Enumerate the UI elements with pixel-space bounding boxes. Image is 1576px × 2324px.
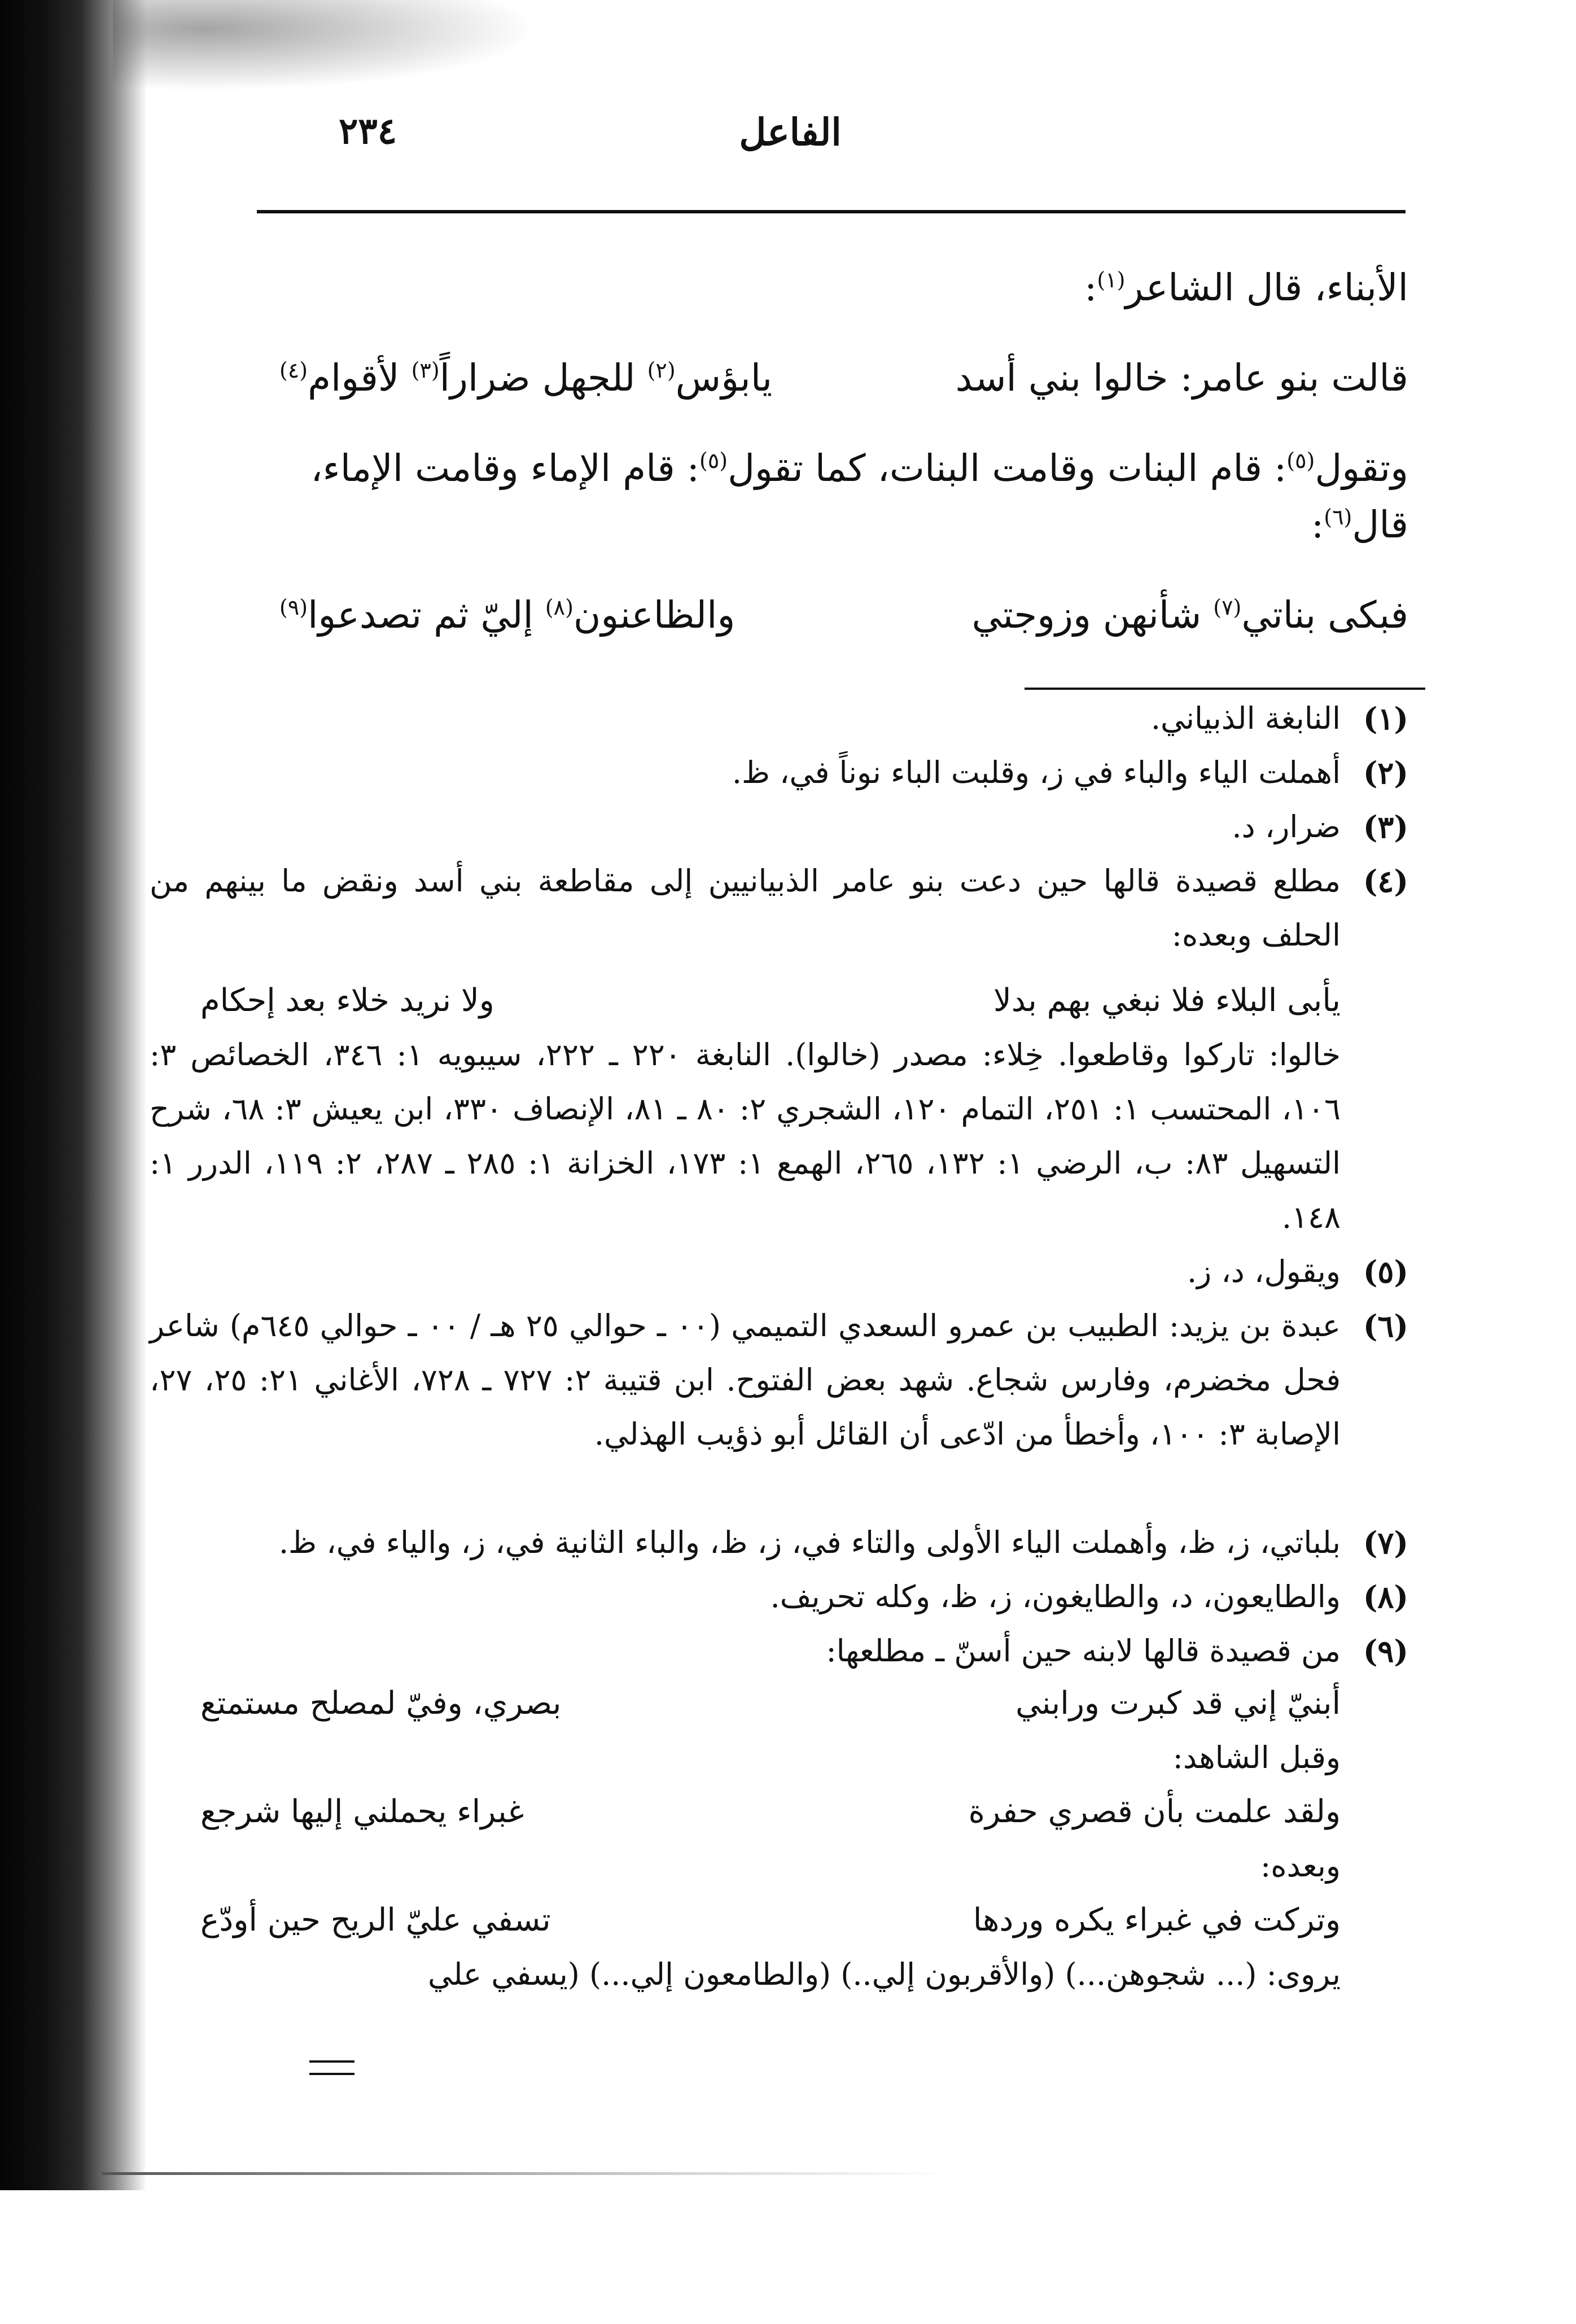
verse-hemistich-first: يأبى البلاء فلا نبغي بهم بدلا xyxy=(993,982,1341,1019)
footnote-text: ضرار، د. xyxy=(1232,809,1341,844)
footnote-9 xyxy=(150,1624,1408,1678)
footnote-9-verse-2 xyxy=(200,1785,1341,1839)
note-marker: (٥) xyxy=(699,448,728,473)
note-marker: (١) xyxy=(1097,268,1126,292)
running-title: الفاعل xyxy=(739,110,842,154)
header-rule xyxy=(257,210,1406,213)
note-marker: (٥) xyxy=(1286,448,1315,473)
note-marker: (٣) xyxy=(411,358,440,383)
footnote-2 xyxy=(150,746,1408,800)
verse-text: إليّ ثم تصدعوا xyxy=(308,593,533,637)
footnote-4-references: خالوا: تاركوا وقاطعوا. خِلاء: مصدر (خالوا). النابغة ٢٢٠ ـ ٢٢٢، سيبويه ١: ٣٤٦، الخصائص ٣: ١٠٦، المحتسب ١: ٢٥١، التمام ١٢٠، الشجري ٢: ٨٠ ـ ٨١، الإنصاف ٣٣٠، ابن يعيش ٣: ٦٨، شرح التسهيل ٨٣: ب، الرضي ١: ١٣٢، ٢٦٥، الهمع ١: ١٧٣، الخزانة ١: ٢٨٥ ـ ٢٨٧، ٢: ١١٩، الدرر ١: ١٤٨. xyxy=(150,1037,1341,1235)
body-text: قال xyxy=(1352,503,1408,546)
footnote-number: (٥) xyxy=(1363,1254,1408,1290)
footnote-text: عبدة بن يزيد: الطبيب بن عمرو السعدي التميمي (٠٠ ـ حوالي ٢٥ هـ / ٠٠ ـ حوالي ٦٤٥م) شاعر فحل مخضرم، وفارس شجاع. شهد بعض الفتوح. ابن قتيبة ٢: ٧٢٧ ـ ٧٢٨، الأغاني ٢١: ٢٥، ٢٧، الإصابة ٣: ١٠٠، وأخطأ من ادّعى أن القائل أبو ذؤيب الهذلي. xyxy=(150,1308,1341,1452)
verse-hemistich-second xyxy=(279,350,772,406)
body-line-3 xyxy=(1311,497,1408,553)
verse-hemistich-first: وتركت في غبراء يكره وردها xyxy=(973,1902,1341,1938)
verse-text: لأقوام xyxy=(308,356,400,400)
body-text: : قام الإماء وقامت الإماء، xyxy=(310,447,699,490)
verse-hemistich-second: ولا نريد خلاء بعد إحكام xyxy=(200,982,494,1019)
note-marker: (٩) xyxy=(279,595,308,620)
footnote-4 xyxy=(150,854,1408,962)
verse-text: يابؤس xyxy=(675,356,773,400)
footnote-6 xyxy=(150,1299,1408,1461)
footnote-number: (٦) xyxy=(1363,1308,1408,1344)
body-text: : xyxy=(1084,266,1097,309)
footnote-text: أهملت الياء والباء في ز، وقلبت الباء نوناً في، ظ. xyxy=(732,755,1341,790)
note-marker: (٢) xyxy=(647,358,676,383)
footnote-number: (٧) xyxy=(1363,1525,1408,1561)
footnote-7 xyxy=(150,1516,1408,1570)
verse-hemistich-second: تسفي عليّ الريح حين أودّع xyxy=(200,1902,551,1938)
note-marker: (٤) xyxy=(279,358,308,383)
body-text: : قام البنات وقامت البنات، كما تقول xyxy=(728,447,1287,490)
verse-hemistich-second: غبراء يحملني إليها شرجع xyxy=(200,1793,524,1830)
footnote-9-before-label: وقبل الشاهد: xyxy=(1172,1740,1341,1775)
footnote-number: (١) xyxy=(1363,701,1408,737)
note-marker: (٨) xyxy=(545,595,574,620)
body-text: وتقول xyxy=(1315,447,1408,490)
footnote-text: النابغة الذبياني. xyxy=(1150,701,1341,736)
verse-hemistich-first: ولقد علمت بأن قصري حفرة xyxy=(968,1793,1341,1830)
footnote-9-verse-1 xyxy=(200,1677,1341,1731)
footnote-number: (٢) xyxy=(1363,755,1408,791)
verse-text: فبكى بناتي xyxy=(1241,593,1408,637)
verse-hemistich-second xyxy=(279,587,735,644)
footnote-5 xyxy=(150,1245,1408,1299)
footnote-4-verse xyxy=(200,974,1341,1028)
footnote-number: (٩) xyxy=(1363,1633,1408,1669)
verse-hemistich-first: قالت بنو عامر: خالوا بني أسد xyxy=(955,356,1408,400)
footnote-8 xyxy=(150,1570,1408,1624)
footnote-number: (٨) xyxy=(1363,1579,1408,1615)
body-line-2 xyxy=(310,440,1408,497)
note-marker: (٧) xyxy=(1213,595,1242,620)
verse-hemistich-first: أبنيّ إني قد كبرت ورابني xyxy=(1015,1685,1341,1722)
body-text: : xyxy=(1311,503,1324,546)
footnote-text: ويقول، د، ز. xyxy=(1187,1254,1341,1289)
body-line-1 xyxy=(1084,260,1408,316)
footnote-number: (٤) xyxy=(1363,863,1408,899)
note-marker: (٦) xyxy=(1324,505,1352,529)
footnote-9-variants: يروى: (... شجوهن...) (والأقربون إلي..) (والطامعون إلي...) (يسفي علي xyxy=(428,1957,1341,1992)
footnote-1 xyxy=(150,691,1408,746)
footnote-number: (٣) xyxy=(1363,809,1408,845)
footnote-text: من قصيدة قالها لابنه حين أسنّ ـ مطلعها: xyxy=(826,1633,1341,1669)
footnote-text: بلباتي، ز، ظ، وأهملت الياء الأولى والتاء في، ز، ظ، والباء الثانية في، ز، والياء في، ظ. xyxy=(279,1525,1341,1560)
footnote-rule xyxy=(1025,688,1425,690)
page-number: ٢٣٤ xyxy=(339,110,397,152)
verse-text: شأنهن وزوجتي xyxy=(971,593,1202,637)
footnote-text: مطلع قصيدة قالها حين دعت بنو عامر الذبيانيين إلى مقاطعة بني أسد ونقض ما بينهم من الحلف وبعده: xyxy=(150,863,1341,953)
verse-hemistich-second: بصري، وفيّ لمصلح مستمتع xyxy=(200,1685,562,1722)
footnote-9-verse-3 xyxy=(200,1893,1341,1947)
body-text: الأبناء، قال الشاعر xyxy=(1125,266,1408,309)
verse-text: والظاعنون xyxy=(573,593,736,637)
footnote-9-after-label: وبعده: xyxy=(1260,1848,1341,1884)
footnote-3 xyxy=(150,800,1408,854)
verse-text: للجهل ضراراً xyxy=(439,356,636,400)
verse-hemistich-first xyxy=(971,587,1408,644)
footnote-text: والطايعون، د، والطايغون، ز، ظ، وكله تحريف. xyxy=(770,1579,1341,1614)
continuation-mark xyxy=(309,2060,354,2075)
